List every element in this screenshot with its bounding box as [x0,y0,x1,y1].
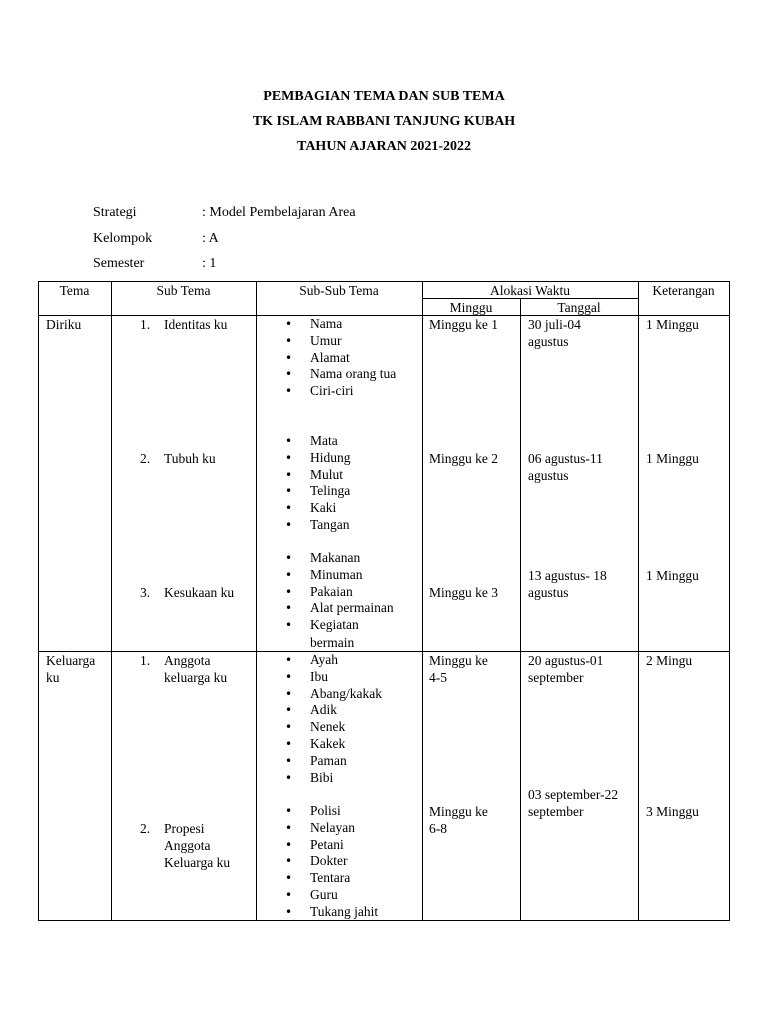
tanggal-cell: agustus [528,585,569,600]
meta-strategi [93,205,356,221]
meta-label: Strategi [93,205,137,220]
sub-tema-number: 2. [140,821,151,836]
minggu-cell: Minggu ke 2 [429,451,498,466]
list-item: • Mata [285,433,351,450]
list-item: • Telinga [285,483,351,500]
list-item: • Petani [285,837,378,854]
sub-tema-number: 2. [140,451,151,466]
keterangan-cell: 1 Minggu [646,317,699,332]
meta-label: Semester [93,256,145,271]
list-item: • Nelayan [285,820,378,837]
header-tanggal: Tanggal [557,300,601,315]
tanggal-cell: 13 agustus- 18 [528,568,607,583]
keterangan-cell: 1 Minggu [646,568,699,583]
sub-tema-label: Anggota [164,653,211,668]
tanggal-cell: september [528,670,584,685]
sub-tema-label: Propesi [164,821,205,836]
tema-cell: ku [46,670,60,685]
list-item: • Paman [285,753,382,770]
sub-sub-tema-list [285,550,394,634]
list-item: • Kaki [285,500,351,517]
list-item: • Umur [285,333,396,350]
header-sub-sub-tema: Sub-Sub Tema [299,283,379,298]
keterangan-cell: 3 Minggu [646,804,699,819]
tanggal-cell: 06 agustus-11 [528,451,603,466]
meta-label: Kelompok [93,231,153,246]
minggu-cell: Minggu ke [429,653,488,668]
list-item: • Abang/kakak [285,686,382,703]
list-item: • Tangan [285,517,351,534]
list-item: • Pakaian [285,584,394,601]
sub-tema-number: 3. [140,585,151,600]
list-item: • Mulut [285,467,351,484]
list-item: • Nama [285,316,396,333]
list-item: • Hidung [285,450,351,467]
list-item: • Ciri-ciri [285,383,396,400]
meta-value: : 1 [202,256,217,271]
minggu-cell: Minggu ke [429,804,488,819]
meta-value: : A [202,231,219,246]
list-item: • Kegiatan [285,617,394,634]
header-minggu: Minggu [449,300,493,315]
keterangan-cell: 2 Mingu [646,653,693,668]
minggu-cell: Minggu ke 1 [429,317,498,332]
school-name: TK ISLAM RABBANI TANJUNG KUBAH [252,114,516,129]
tema-cell: Keluarga [46,653,96,668]
meta-kelompok [93,231,219,247]
list-item: • Dokter [285,853,378,870]
list-item: • Makanan [285,550,394,567]
list-item-continuation: bermain [310,635,355,650]
minggu-cell: Minggu ke 3 [429,585,498,600]
tanggal-cell: 03 september-22 [528,787,619,802]
sub-tema-label: Anggota [164,838,211,853]
sub-tema-label: keluarga ku [164,670,228,685]
list-item: • Ibu [285,669,382,686]
sub-tema-label: Tubuh ku [164,451,216,466]
tanggal-cell: september [528,804,584,819]
academic-year: TAHUN AJARAN 2021-2022 [297,139,471,154]
header-keterangan: Keterangan [652,283,715,298]
list-item: • Nenek [285,719,382,736]
sub-sub-tema-list [285,652,382,786]
list-item: • Adik [285,702,382,719]
list-item: • Kakek [285,736,382,753]
sub-tema-number: 1. [140,317,151,332]
minggu-cell: 6-8 [429,821,447,836]
sub-tema-label: Keluarga ku [164,855,231,870]
tanggal-cell: agustus [528,334,569,349]
keterangan-cell: 1 Minggu [646,451,699,466]
list-item: • Minuman [285,567,394,584]
header-sub-tema: Sub Tema [156,283,211,298]
list-item: • Alat permainan [285,600,394,617]
list-item: • Polisi [285,803,378,820]
header-alokasi-waktu: Alokasi Waktu [489,283,571,298]
minggu-cell: 4-5 [429,670,447,685]
list-item: • Tukang jahit [285,904,378,921]
sub-tema-label: Kesukaan ku [164,585,235,600]
sub-tema-number: 1. [140,653,151,668]
tanggal-cell: 20 agustus-01 [528,653,604,668]
meta-semester [93,256,217,272]
tanggal-cell: agustus [528,468,569,483]
list-item: • Tentara [285,870,378,887]
tema-cell: Diriku [46,317,82,332]
list-item: • Guru [285,887,378,904]
meta-value: : Model Pembelajaran Area [202,205,356,220]
sub-sub-tema-list [285,316,396,400]
sub-tema-label: Identitas ku [164,317,228,332]
tanggal-cell: 30 juli-04 [528,317,581,332]
list-item: • Alamat [285,350,396,367]
list-item: • Bibi [285,770,382,787]
sub-sub-tema-list [285,433,351,534]
document-title: PEMBAGIAN TEMA DAN SUB TEMA [263,89,505,104]
header-tema: Tema [59,283,90,298]
list-item: • Nama orang tua [285,366,396,383]
sub-sub-tema-list [285,803,378,921]
list-item: • Ayah [285,652,382,669]
